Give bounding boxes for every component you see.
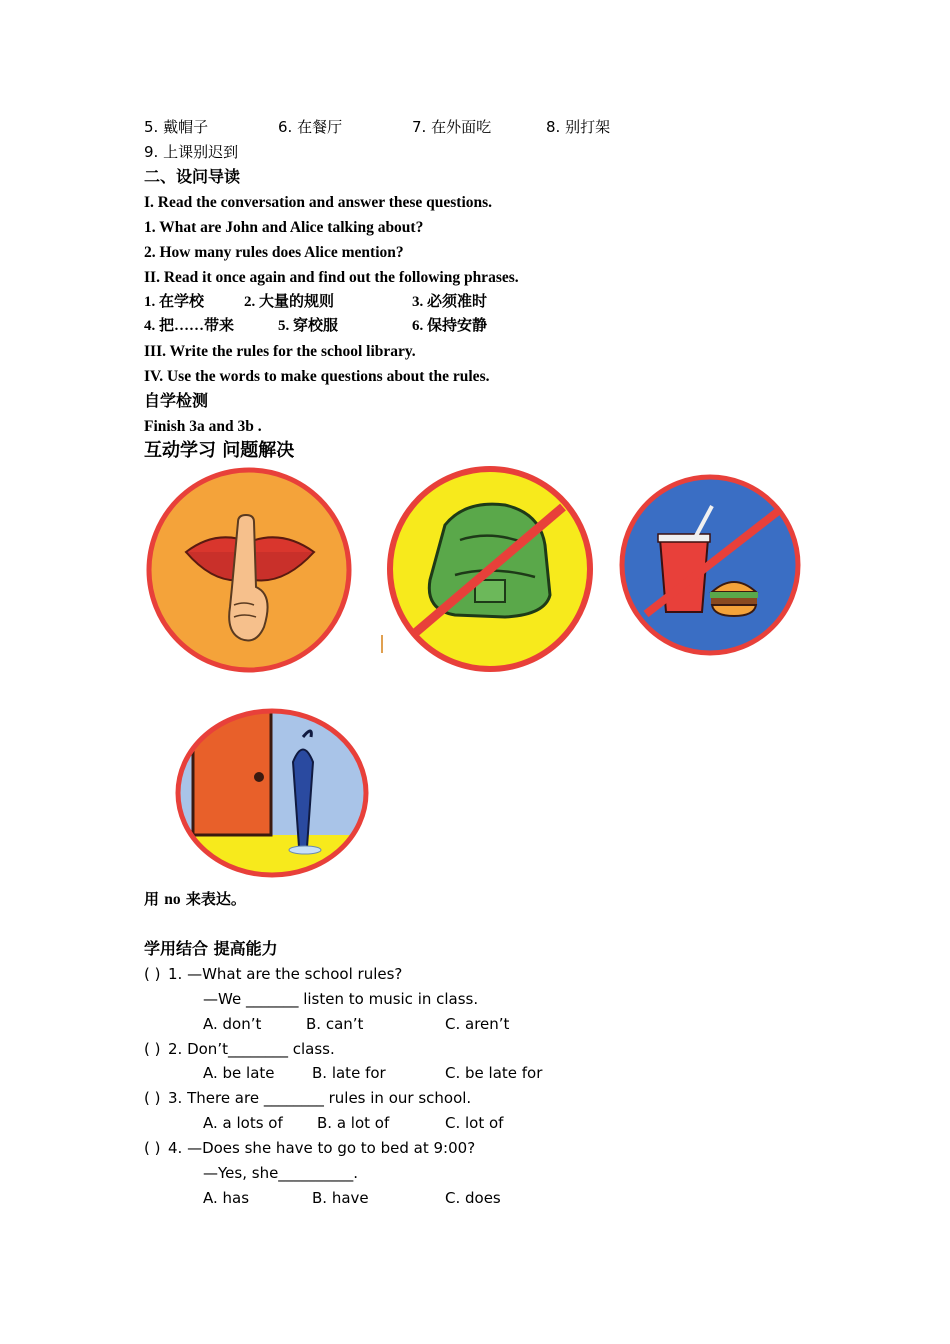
question-4-option-b: B. have [312, 1189, 369, 1207]
question-2: 2. How many rules does Alice mention? [144, 244, 404, 261]
phrase-4: 4. 把……带来 [144, 318, 235, 334]
task-i: I. Read the conversation and answer these questions. [144, 194, 493, 211]
question-4-stem: 4. —Does she have to go to bed at 9:00? [168, 1139, 476, 1157]
no-bags-sign-icon [385, 465, 595, 673]
phrase-5: 5. 穿校服 [278, 318, 339, 334]
note-suffix: 来表达。 [180, 890, 246, 908]
stray-mark [381, 635, 383, 653]
question-4-option-a: A. has [203, 1189, 250, 1207]
question-2-option-a: A. be late [203, 1064, 275, 1082]
section-title-practice: 学用结合 提高能力 [144, 939, 278, 958]
answer-bracket-1[interactable]: ( ) [144, 965, 161, 983]
phrase-1: 1. 在学校 [144, 294, 205, 310]
question-2-option-c: C. be late for [445, 1064, 543, 1082]
task-iii: III. Write the rules for the school library. [144, 343, 416, 360]
question-2-option-b: B. late for [312, 1064, 386, 1082]
phrase-6: 6. 保持安静 [412, 318, 488, 334]
vocab-item-5: 5. 戴帽子 [144, 118, 209, 136]
no-expression-note [144, 889, 246, 910]
vocab-item-7: 7. 在外面吃 [412, 118, 492, 136]
vocab-item-6: 6. 在餐厅 [278, 118, 343, 136]
self-check-text: Finish 3a and 3b . [144, 418, 262, 435]
no-food-sign-icon [616, 474, 804, 657]
section-title-interactive: 互动学习 问题解决 [144, 440, 295, 461]
question-3-stem: 3. There are ________ rules in our school. [168, 1089, 472, 1107]
question-2-stem: 2. Don’t________ class. [168, 1040, 335, 1058]
vocab-item-8: 8. 别打架 [546, 118, 611, 136]
question-1-option-a: A. don’t [203, 1015, 262, 1033]
umbrella-door-sign-icon [173, 707, 371, 880]
phrase-3: 3. 必须准时 [412, 294, 488, 310]
question-1-stem2: —We _______ listen to music in class. [203, 990, 479, 1008]
note-prefix: 用 [144, 890, 165, 908]
task-ii: II. Read it once again and find out the following phrases. [144, 269, 519, 286]
section-title-self-check: 自学检测 [144, 391, 209, 410]
vocab-item-9: 9. 上课别迟到 [144, 143, 239, 161]
question-3-option-a: A. a lots of [203, 1114, 283, 1132]
question-1: 1. What are John and Alice talking about? [144, 219, 424, 236]
question-1-option-b: B. can’t [306, 1015, 364, 1033]
question-3-option-c: C. lot of [445, 1114, 504, 1132]
question-1-option-c: C. aren’t [445, 1015, 510, 1033]
task-iv: IV. Use the words to make questions about the rules. [144, 368, 490, 385]
question-1-stem: 1. —What are the school rules? [168, 965, 403, 983]
note-no-word: no [164, 891, 181, 908]
section-title-guided-reading: 二、设问导读 [144, 167, 241, 186]
answer-bracket-3[interactable]: ( ) [144, 1089, 161, 1107]
answer-bracket-4[interactable]: ( ) [144, 1139, 161, 1157]
question-4-stem2: —Yes, she__________. [203, 1164, 359, 1182]
phrase-2: 2. 大量的规则 [244, 294, 335, 310]
question-3-option-b: B. a lot of [317, 1114, 390, 1132]
quiet-sign-icon [146, 467, 352, 673]
question-4-option-c: C. does [445, 1189, 501, 1207]
answer-bracket-2[interactable]: ( ) [144, 1040, 161, 1058]
